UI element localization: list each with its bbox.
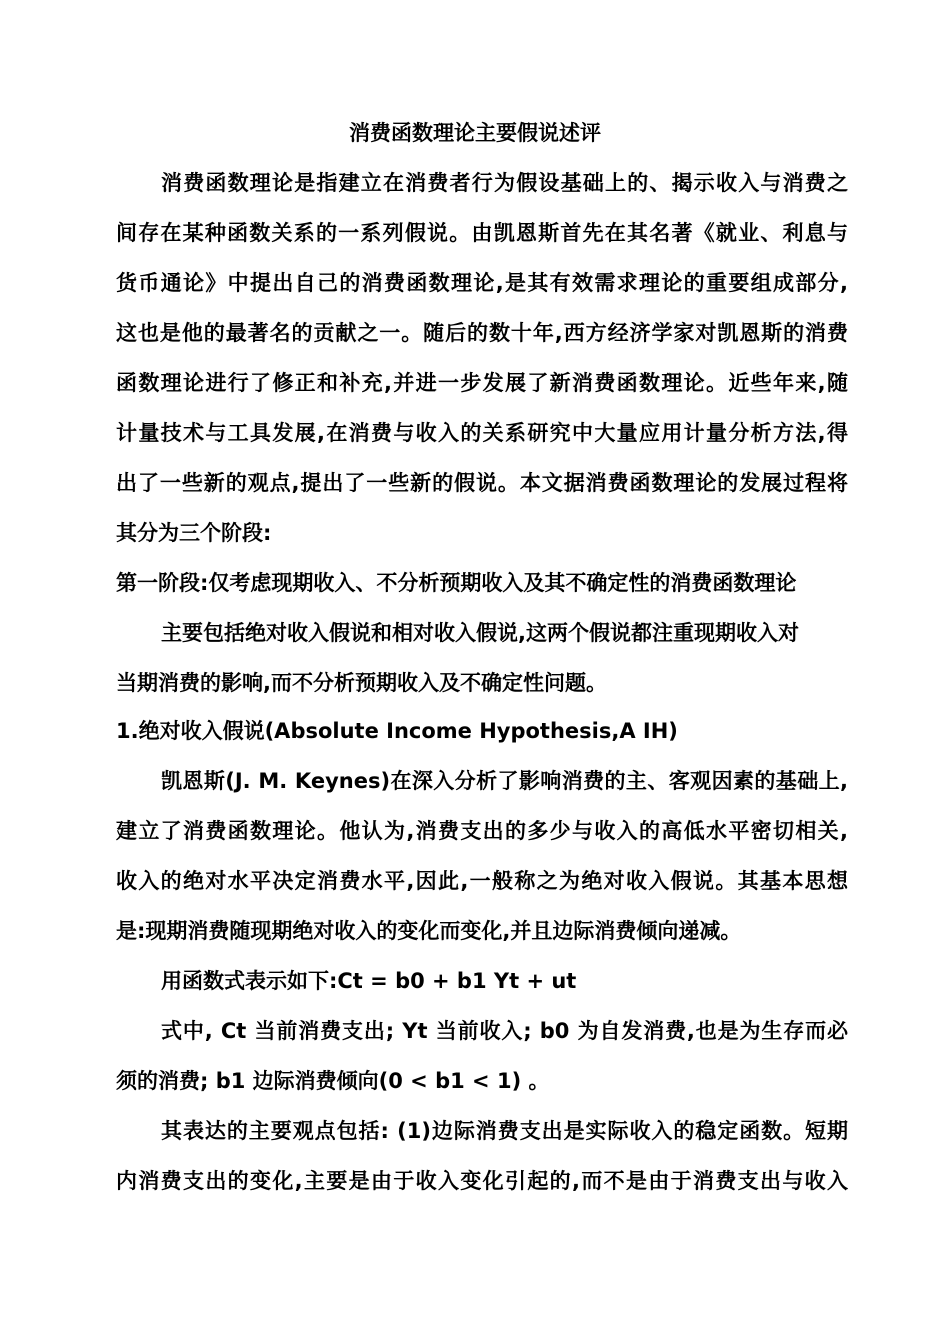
paragraph-1-line-4: 这也是他的最著名的贡献之一。随后的数十年,西方经济学家对凯恩斯的消费 [116,321,848,345]
paragraph-3-line-1: 凯恩斯(J. M. Keynes)在深入分析了影响消费的主、客观因素的基础上, [161,769,848,793]
document-title: 消费函数理论主要假说述评 [349,121,601,145]
paragraph-4-line-1: 式中, Ct 当前消费支出; Yt 当前收入; b0 为自发消费,也是为生存而必 [161,1019,848,1043]
paragraph-1-line-6: 计量技术与工具发展,在消费与收入的关系研究中大量应用计量分析方法,得 [116,421,848,445]
subsection-heading-aih: 1.绝对收入假说(Absolute Income Hypothesis,A IH) [116,719,678,743]
paragraph-5-line-2: 内消费支出的变化,主要是由于收入变化引起的,而不是由于消费支出与收入 [116,1169,848,1193]
paragraph-1-line-7: 出了一些新的观点,提出了一些新的假说。本文据消费函数理论的发展过程将 [116,471,848,495]
paragraph-1-line-3: 货币通论》中提出自己的消费函数理论,是其有效需求理论的重要组成部分, [116,271,848,295]
paragraph-4-line-2: 须的消费; b1 边际消费倾向(0 < b1 < 1) 。 [116,1069,550,1093]
formula-line: 用函数式表示如下:Ct = b0 + b1 Yt + ut [161,969,577,993]
paragraph-3-line-2: 建立了消费函数理论。他认为,消费支出的多少与收入的高低水平密切相关, [116,819,848,843]
paragraph-1-line-1: 消费函数理论是指建立在消费者行为假设基础上的、揭示收入与消费之 [161,171,848,195]
paragraph-1-line-2: 间存在某种函数关系的一系列假说。由凯恩斯首先在其名著《就业、利息与 [116,221,848,245]
paragraph-3-line-3: 收入的绝对水平决定消费水平,因此,一般称之为绝对收入假说。其基本思想 [116,869,848,893]
paragraph-2-line-2: 当期消费的影响,而不分析预期收入及不确定性问题。 [116,671,607,695]
paragraph-3-line-4: 是:现期消费随现期绝对收入的变化而变化,并且边际消费倾向递减。 [116,919,742,943]
paragraph-1-line-8: 其分为三个阶段: [116,521,272,545]
paragraph-1-line-5: 函数理论进行了修正和补充,并进一步发展了新消费函数理论。近些年来,随 [116,371,848,395]
paragraph-2-line-1: 主要包括绝对收入假说和相对收入假说,这两个假说都注重现期收入对 [161,621,799,645]
paragraph-5-line-1: 其表达的主要观点包括: (1)边际消费支出是实际收入的稳定函数。短期 [161,1119,848,1143]
section-heading-stage-1: 第一阶段:仅考虑现期收入、不分析预期收入及其不确定性的消费函数理论 [116,571,797,595]
